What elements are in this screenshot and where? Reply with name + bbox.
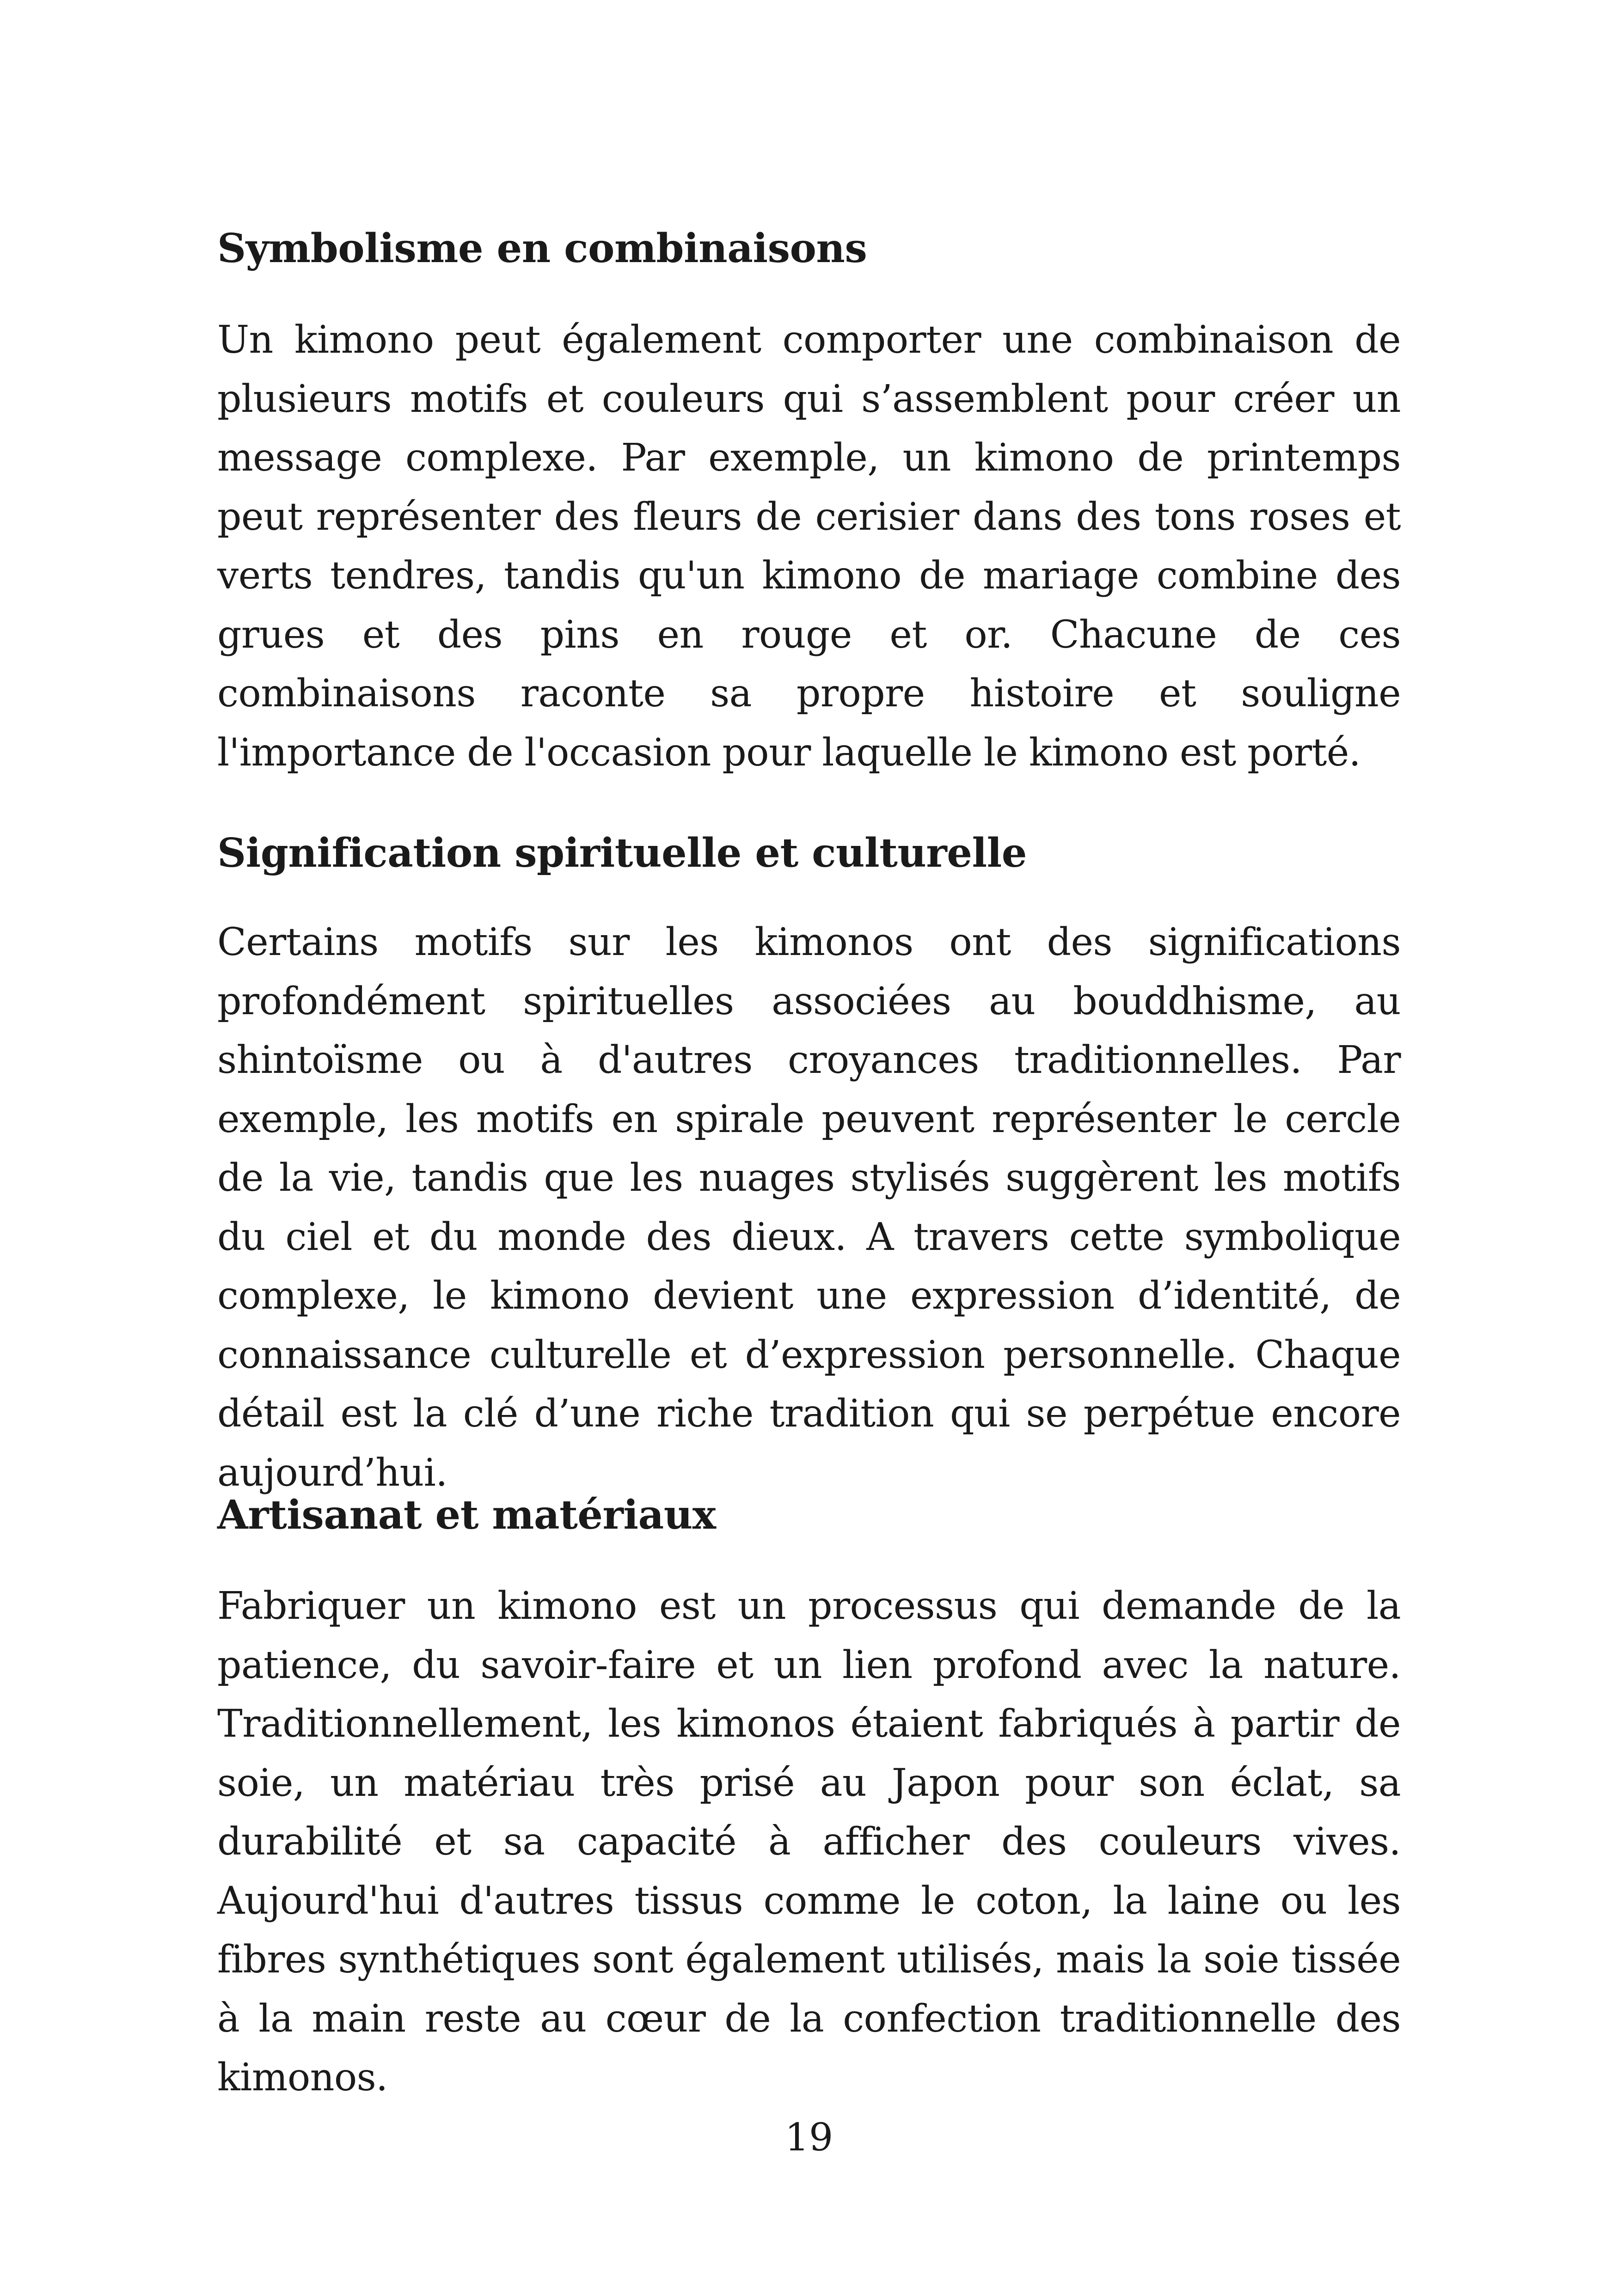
section-heading-artisanat: Artisanat et matériaux	[217, 1492, 716, 1538]
page-number: 19	[784, 2116, 834, 2160]
section-heading-symbolisme: Symbolisme en combinaisons	[217, 225, 867, 272]
section-paragraph-artisanat: Fabriquer un kimono est un processus qui demande de la patience, du savoir-faire et un lien profond avec la nature. Traditionnellement, les kimonos étaient fabriqués à partir de soie, un matériau très prisé au Japon pour son éclat, sa durabilité et sa capacité à afficher des couleurs vives. Aujourd'hui d'autres tissus comme le coton, la laine ou les fibres synthétiques sont également utilisés, mais la soie tissée à la main reste au cœur de la confection traditionnelle des kimonos.	[217, 1584, 1401, 2100]
section-paragraph-signification: Certains motifs sur les kimonos ont des significations profondément spirituelles associées au bouddhisme, au shintoïsme ou à d'autres croyances traditionnelles. Par exemple, les motifs en spirale peuvent représenter le cercle de la vie, tandis que les nuages stylisés suggèrent les motifs du ciel et du monde des dieux. A travers cette symbolique complexe, le kimono devient une expression d’identité, de connaissance culturelle et d’expression personnelle. Chaque détail est la clé d’une riche tradition qui se perpétue encore aujourd’hui.	[217, 920, 1401, 1495]
section-paragraph-symbolisme: Un kimono peut également comporter une combinaison de plusieurs motifs et couleurs qui s’assemblent pour créer un message complexe. Par exemple, un kimono de printemps peut représenter des fleurs de cerisier dans des tons roses et verts tendres, tandis qu'un kimono de mariage combine des grues et des pins en rouge et or. Chacune de ces combinaisons raconte sa propre histoire et souligne l'importance de l'occasion pour laquelle le kimono est porté.	[217, 318, 1401, 775]
section-heading-signification: Signification spirituelle et culturelle	[217, 830, 1027, 876]
